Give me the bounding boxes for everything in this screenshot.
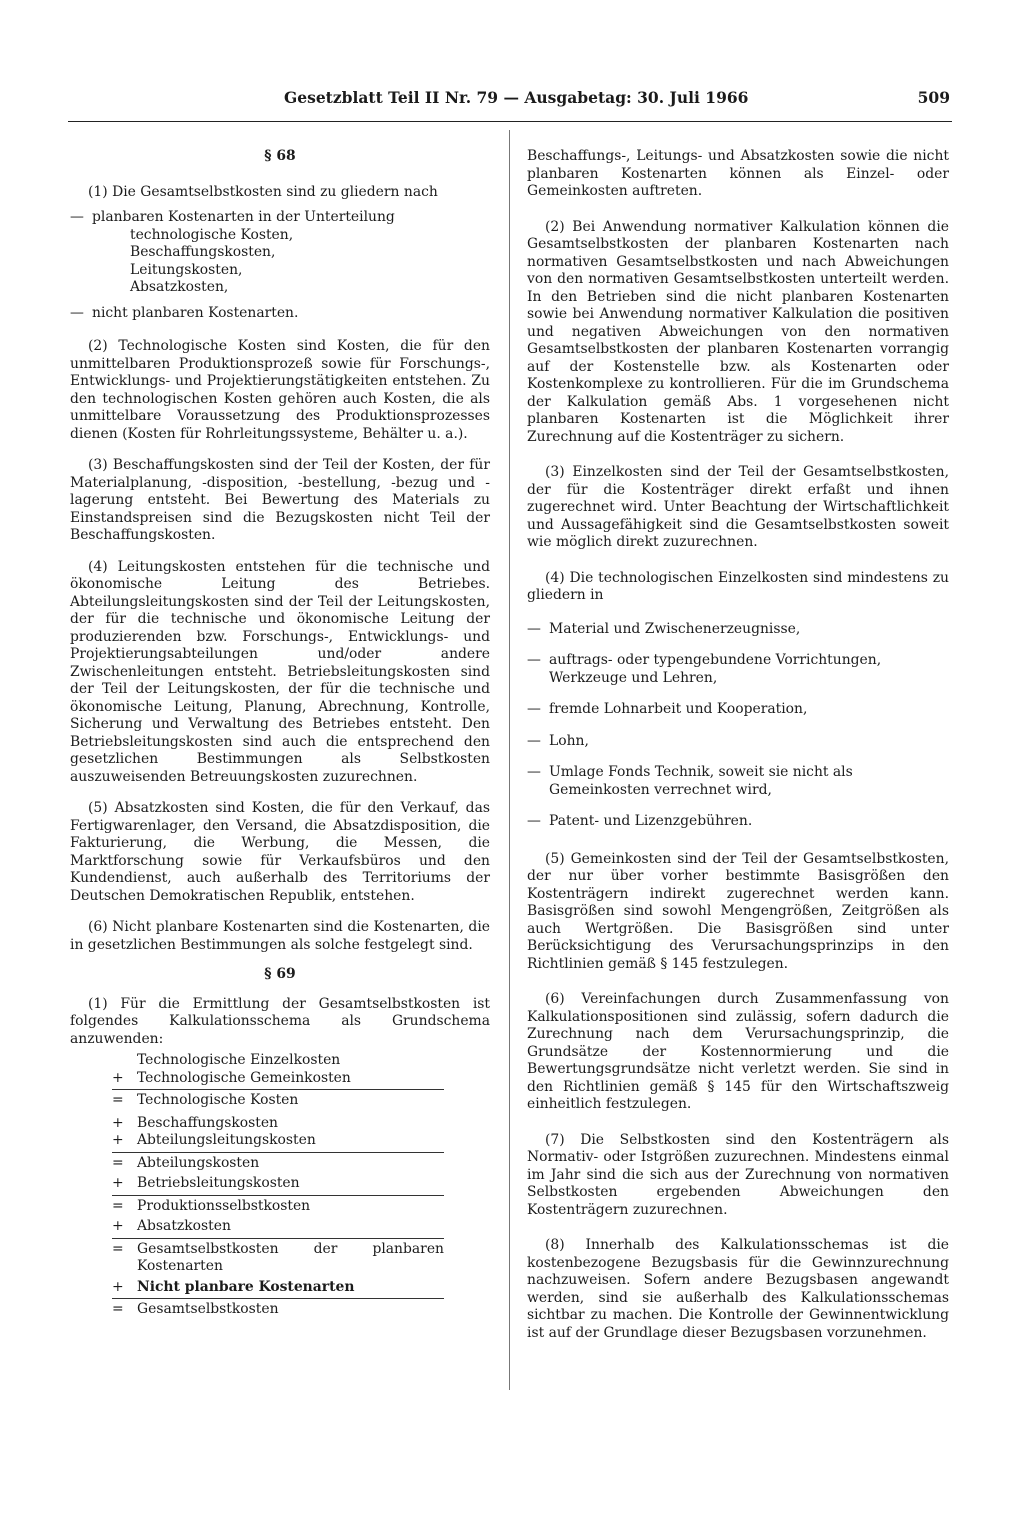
s68-item-planbar: planbaren Kostenarten in der Unterteilung — [92, 209, 395, 225]
schema-row — [112, 1115, 444, 1133]
schema-label: Betriebsleitungskosten — [137, 1175, 300, 1191]
section-69-heading: § 69 — [264, 966, 296, 982]
dash-marker: — — [527, 764, 541, 780]
running-head: Gesetzblatt Teil II Nr. 79 — Ausgabetag: 30. Juli 1966 — [284, 88, 749, 107]
s68-sub-list — [70, 227, 490, 297]
einzelkosten-list-item — [527, 764, 949, 799]
schema-row — [112, 1175, 444, 1193]
dash-marker: — — [70, 209, 84, 225]
schema-separator — [112, 1238, 444, 1239]
equals-sign: = — [112, 1197, 124, 1214]
s69-p1: (1) Für die Ermittlung der Gesamtselbstkosten ist folgendes Kalkulationsschema als Grundschema anzuwenden: — [70, 995, 490, 1047]
s68-p2: (2) Technologische Kosten sind Kosten, die für den unmittelbaren Produktionsprozeß sowie für Forschungs-, Entwicklungs- und Projektierungstätigkeiten entstehen. Zu den technologischen Kosten gehören auch Kosten, die als unmittelbare Voraussetzung des Produktionsprozesses dienen (Kosten für Rohrleitungssysteme, Behälter u. a.). — [70, 338, 490, 442]
schema-row — [112, 1218, 444, 1236]
s69-p4-intro: (4) Die technologischen Einzelkosten sind mindestens zu gliedern in — [527, 569, 949, 603]
schema-row — [112, 1052, 444, 1070]
s68-sub-item: technologische Kosten, — [130, 226, 294, 243]
schema-row — [112, 1279, 444, 1297]
list-item-text: Lohn, — [549, 732, 589, 749]
s68-p3: (3) Beschaffungskosten sind der Teil der Kosten, der für Materialplanung, -disposition, -bestellung, -bezug und -lagerung entsteht. Bei Bewertung des Materials zu Einstandspreisen sind die Bezugskosten nicht Teil der Beschaffungskosten. — [70, 457, 490, 543]
s69-p7: (7) Die Selbstkosten sind den Kostenträgern als Normativ- oder Istgrößen zuzurechnen. Mindestens einmal im Jahr sind die sich aus der Zurechnung von normativen Selbstkosten ergebenden Abweichungen den Kostenträgern zuzurechnen. — [527, 1131, 949, 1218]
list-item-text: auftrags- oder typengebundene Vorrichtungen, Werkzeuge und Lehren, — [549, 652, 882, 686]
dash-marker: — — [527, 652, 541, 668]
plus-sign: + — [112, 1278, 124, 1295]
schema-row — [112, 1132, 444, 1150]
left-column — [70, 148, 490, 1319]
equals-sign: = — [112, 1154, 124, 1171]
schema-label: Technologische Gemeinkosten — [137, 1069, 351, 1086]
schema-label: Absatzkosten — [137, 1218, 231, 1234]
s69-p1-continuation: Beschaffungs-, Leitungs- und Absatzkosten sowie die nicht planbaren Kostenarten können als Einzel- oder Gemeinkosten auftreten. — [527, 148, 949, 199]
s69-p8: (8) Innerhalb des Kalkulationsschemas ist die kostenbezogene Bezugsbasis für die Gewinnzurechnung nachzuweisen. Sofern andere Bezugsbasen angewandt werden, sind sie außerhalb des Kalkulationsschemas sichtbar zu machen. Die Kontrolle der Gewinnentwicklung ist auf der Grundlage dieser Bezugsbasen vorzunehmen. — [527, 1237, 949, 1341]
equals-sign: = — [112, 1301, 124, 1317]
s68-list-item — [70, 305, 490, 323]
s68-p4: (4) Leitungskosten entstehen für die technische und ökonomische Leitung des Betriebes. Abteilungsleitungskosten sind der Teil der Leitungskosten, der für die technische und ökonomische Leitung der produzierenden bzw. Forschungs-, Entwicklungs- und Projektierungsabteilungen und/oder andere Zwischenleitungen entsteht. Betriebsleitungskosten sind der Teil der Leitungskosten, der für die technische und ökonomische Leitung, Planung, Abrechnung, Kontrolle, Sicherung und Verwaltung des Betriebes entsteht. Den Betriebsleitungskosten sind auch die entsprechend den gesetzlichen Bestimmungen als Selbstkosten auszuweisenden Betreuungskosten zuzurechnen. — [70, 558, 490, 785]
schema-label: Nicht planbare Kostenarten — [137, 1278, 355, 1295]
s68-item-nicht-planbar: nicht planbaren Kostenarten. — [92, 304, 299, 321]
list-item-text: Umlage Fonds Technik, soweit sie nicht als Gemeinkosten verrechnet wird, — [549, 764, 853, 798]
schema-label: Technologische Kosten — [137, 1092, 299, 1108]
s69-p3: (3) Einzelkosten sind der Teil der Gesamtselbstkosten, der für die Kostenträger direkt erfaßt und ihnen zugerechnet wird. Unter Beachtung der Wirtschaftlichkeit und Aussagefähigkeit sind die Gesamtselbstkosten soweit wie möglich direkt zuzurechnen. — [527, 464, 949, 550]
einzelkosten-list-item — [527, 621, 949, 639]
list-item-text: fremde Lohnarbeit und Kooperation, — [549, 701, 808, 717]
section-68-heading: § 68 — [264, 148, 296, 164]
schema-row — [112, 1070, 444, 1088]
plus-sign: + — [112, 1114, 124, 1131]
list-item-text: Material und Zwischenerzeugnisse, — [549, 620, 801, 637]
schema-row — [112, 1155, 444, 1173]
s68-sub-item: Leitungskosten, — [130, 261, 243, 278]
s69-p6: (6) Vereinfachungen durch Zusammenfassung von Kalkulationspositionen sind zulässig, sofern dadurch die Zurechnung nach dem Verursachungsprinzip, die Grundsätze der Kostennormierung und die Bewertungsgrundsätze nicht verletzt werden. Sie sind in den Richtlinien gemäß § 145 für den Wirtschaftszweig einheitlich festzulegen. — [527, 991, 949, 1112]
einzelkosten-list-item — [527, 813, 949, 831]
schema-row — [112, 1198, 444, 1216]
schema-separator — [112, 1298, 444, 1299]
plus-sign: + — [112, 1218, 124, 1234]
einzelkosten-list-item — [527, 701, 949, 719]
schema-row — [112, 1241, 444, 1276]
calculation-schema — [112, 1052, 444, 1319]
dash-marker: — — [527, 701, 541, 717]
schema-label: Technologische Einzelkosten — [137, 1052, 341, 1068]
s68-p1-intro: (1) Die Gesamtselbstkosten sind zu gliedern nach — [88, 183, 438, 200]
plus-sign: + — [112, 1132, 124, 1148]
s68-sub-item: Beschaffungskosten, — [130, 244, 276, 260]
equals-sign: = — [112, 1240, 124, 1257]
s68-list-item — [70, 209, 490, 227]
schema-row — [112, 1092, 444, 1110]
schema-label: Beschaffungskosten — [137, 1114, 279, 1131]
schema-label: Gesamtselbstkosten — [137, 1301, 279, 1317]
dash-marker: — — [70, 304, 84, 321]
dash-marker: — — [527, 620, 541, 637]
list-item-text: Patent- und Lizenzgebühren. — [549, 813, 753, 829]
plus-sign: + — [112, 1069, 124, 1086]
s68-sub-item: Absatzkosten, — [130, 279, 229, 295]
page-header — [70, 88, 950, 112]
header-rule — [68, 121, 952, 122]
schema-label: Abteilungsleitungskosten — [137, 1132, 316, 1148]
equals-sign: = — [112, 1092, 124, 1108]
page-number: 509 — [917, 88, 950, 107]
s68-p6: (6) Nicht planbare Kostenarten sind die Kostenarten, die in gesetzlichen Bestimmungen als solche festgelegt sind. — [70, 919, 490, 953]
s68-p5: (5) Absatzkosten sind Kosten, die für den Verkauf, das Fertigwarenlager, den Versand, die Absatzdisposition, die Fakturierung, die Werbung, die Messen, die Marktforschung sowie für Verkaufsbüros und den Kundendienst, auch außerhalb des Territoriums der Deutschen Demokratischen Republik, entstehen. — [70, 800, 490, 904]
schema-row — [112, 1301, 444, 1319]
schema-separator — [112, 1089, 444, 1090]
right-column — [527, 148, 949, 1342]
einzelkosten-list — [527, 621, 949, 831]
plus-sign: + — [112, 1175, 124, 1191]
einzelkosten-list-item — [527, 652, 949, 687]
schema-label: Gesamtselbstkosten der planbaren Kostenarten — [137, 1240, 444, 1274]
einzelkosten-list-item — [527, 733, 949, 751]
s69-p5: (5) Gemeinkosten sind der Teil der Gesamtselbstkosten, der nur über vorher bestimmte Basisgrößen den Kostenträgern indirekt zugerechnet werden kann. Basisgrößen sind sowohl Mengengrößen, Zeitgrößen als auch Wertgrößen. Die Basisgrößen sind unter Berücksichtigung des Verursachungsprinzips in den Richtlinien gemäß § 145 festzulegen. — [527, 850, 949, 972]
schema-separator — [112, 1152, 444, 1153]
column-divider — [509, 130, 510, 1390]
dash-marker: — — [527, 732, 541, 749]
schema-label: Abteilungskosten — [137, 1154, 260, 1171]
dash-marker: — — [527, 813, 541, 829]
schema-label: Produktionsselbstkosten — [137, 1197, 311, 1214]
schema-separator — [112, 1195, 444, 1196]
s69-p2: (2) Bei Anwendung normativer Kalkulation können die Gesamtselbstkosten der planbaren Kostenarten nach normativen Gesamtselbstkosten und nach Abweichungen von den normativen Gesamtselbstkosten unterteilt werden. In den Betrieben sind die nicht planbaren Kostenarten sowie bei Anwendung normativer Kalkulation die positiven und negativen Abweichungen von den normativen Gesamtselbstkosten der planbaren Kostenarten vorrangig auf der Kostenstelle bzw. als Kostenarten oder Kostenkomplexe zu kontrollieren. Für die im Grundschema der Kalkulation gemäß Abs. 1 vorgesehenen nicht planbaren Kostenarten ist die Möglichkeit ihrer Zurechnung auf die Kostenträger zu sichern. — [527, 218, 949, 445]
